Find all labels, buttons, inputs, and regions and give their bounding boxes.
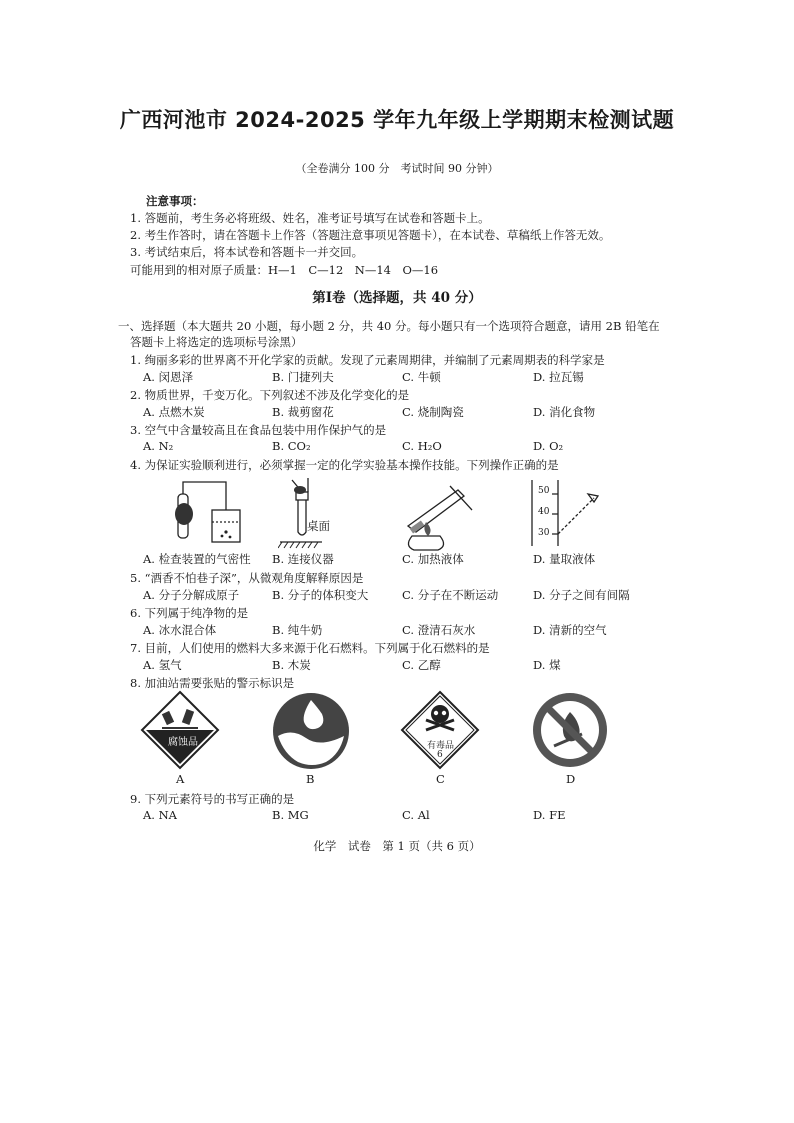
figure-measuring-liquid <box>522 478 612 550</box>
question-1-option-c: C. 牛顿 <box>402 370 441 384</box>
question-3-option-b: B. CO₂ <box>272 439 311 453</box>
question-6-option-c: C. 澄清石灰水 <box>402 623 476 637</box>
figure-heating-liquid <box>398 480 482 552</box>
toxic-sign-label: 有毒品 <box>427 741 455 751</box>
atomic-mass-line: 可能用到的相对原子质量：H—1 C—12 N—14 O—16 <box>130 263 439 277</box>
exam-subtitle: （全卷满分 100 分 考试时间 90 分钟） <box>295 162 499 175</box>
notice-item-2: 2. 考生作答时，请在答题卡上作答（答题注意事项见答题卡），在本试卷、草稿纸上作答无效。 <box>130 228 611 242</box>
question-8-option-b: B <box>306 772 315 786</box>
question-2-option-c: C. 烧制陶瓷 <box>402 405 464 419</box>
question-5-stem: 5. “酒香不怕巷子深”，从微观角度解释原因是 <box>130 571 364 585</box>
question-3-option-d: D. O₂ <box>533 439 564 453</box>
question-4-option-a: A. 检查装置的气密性 <box>143 552 251 566</box>
question-9-stem: 9. 下列元素符号的书写正确的是 <box>130 792 295 806</box>
notice-heading: 注意事项： <box>146 194 204 208</box>
question-5-option-b: B. 分子的体积变大 <box>272 588 369 602</box>
question-2-stem: 2. 物质世界，千变万化。下列叙述不涉及化学变化的是 <box>130 388 410 402</box>
question-3-option-c: C. H₂O <box>402 439 442 453</box>
desk-label: 桌面 <box>307 519 330 533</box>
question-5-option-d: D. 分子之间有间隔 <box>533 588 630 602</box>
question-2-option-a: A. 点燃木炭 <box>143 405 205 419</box>
question-1-option-b: B. 门捷列夫 <box>272 370 334 384</box>
question-2-option-d: D. 消化食物 <box>533 405 596 419</box>
question-9-option-a: A. NA <box>143 808 177 822</box>
question-7-option-c: C. 乙醇 <box>402 658 441 672</box>
question-3-option-a: A. N₂ <box>143 439 174 453</box>
section-intro-line2: 答题卡上将选定的选项标号涂黑） <box>130 335 303 349</box>
question-6-option-b: B. 纯牛奶 <box>272 623 323 637</box>
question-1-option-d: D. 拉瓦锡 <box>533 370 584 384</box>
question-8-option-d: D <box>566 772 576 786</box>
question-2-option-b: B. 裁剪窗花 <box>272 405 334 419</box>
question-4-option-d: D. 量取液体 <box>533 552 596 566</box>
flammable-sign-icon <box>272 692 350 770</box>
question-5-option-c: C. 分子在不断运动 <box>402 588 499 602</box>
question-8-stem: 8. 加油站需要张贴的警示标识是 <box>130 676 295 690</box>
exam-title: 广西河池市 2024-2025 学年九年级上学期期末检测试题 <box>119 108 675 132</box>
no-fire-sign-icon <box>530 690 610 770</box>
question-5-option-a: A. 分子分解成原子 <box>143 588 240 602</box>
question-6-option-a: A. 冰水混合体 <box>143 623 217 637</box>
page-footer: 化学 试卷 第 1 页（共 6 页） <box>313 839 481 853</box>
notice-item-3: 3. 考试结束后，将本试卷和答题卡一并交回。 <box>130 245 364 259</box>
notice-item-1: 1. 答题前，考生务必将班级、姓名，准考证号填写在试卷和答题卡上。 <box>130 211 490 225</box>
question-7-option-a: A. 氢气 <box>143 658 182 672</box>
question-7-option-b: B. 木炭 <box>272 658 311 672</box>
question-8-option-a: A <box>176 772 185 786</box>
question-1-stem: 1. 绚丽多彩的世界离不开化学家的贡献。发现了元素周期律，并编制了元素周期表的科学家是 <box>130 353 605 367</box>
corrosive-sign-label: 腐蚀品 <box>168 737 198 748</box>
question-4-option-c: C. 加热液体 <box>402 552 464 566</box>
question-9-option-b: B. MG <box>272 808 309 822</box>
figure-connecting-instruments <box>278 476 328 552</box>
question-4-option-b: B. 连接仪器 <box>272 552 334 566</box>
question-1-option-a: A. 闵恩泽 <box>143 370 194 384</box>
question-7-option-d: D. 煤 <box>533 658 561 672</box>
question-6-stem: 6. 下列属于纯净物的是 <box>130 606 249 620</box>
question-9-option-c: C. Al <box>402 808 430 822</box>
question-4-stem: 4. 为保证实验顺利进行，必须掌握一定的化学实验基本操作技能。下列操作正确的是 <box>130 458 559 472</box>
cylinder-tick-30: 30 <box>538 528 550 538</box>
toxic-sign-number: 6 <box>437 750 443 760</box>
question-7-stem: 7. 目前，人们使用的燃料大多来源于化石燃料。下列属于化石燃料的是 <box>130 641 490 655</box>
cylinder-tick-40: 40 <box>538 507 550 517</box>
question-9-option-d: D. FE <box>533 808 566 822</box>
question-3-stem: 3. 空气中含量较高且在食品包装中用作保护气的是 <box>130 423 387 437</box>
section-title: 第Ⅰ卷（选择题，共 40 分） <box>312 290 482 306</box>
question-6-option-d: D. 清新的空气 <box>533 623 607 637</box>
section-intro-line1: 一、选择题（本大题共 20 小题，每小题 2 分，共 40 分。每小题只有一个选项符合题意，请用 2B 铅笔在 <box>118 319 660 333</box>
corrosive-sign-icon <box>140 690 220 770</box>
cylinder-tick-50: 50 <box>538 486 550 496</box>
figure-airtightness-check <box>160 476 250 548</box>
question-8-option-c: C <box>436 772 445 786</box>
